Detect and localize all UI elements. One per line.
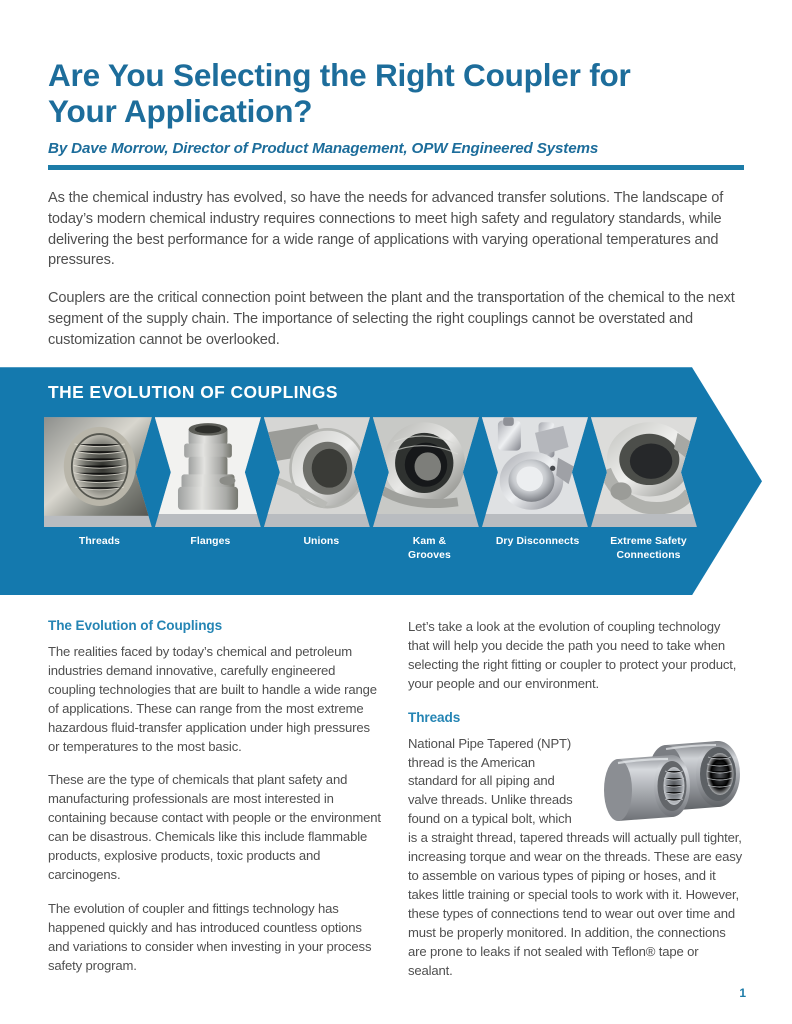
byline: By Dave Morrow, Director of Product Management, OPW Engineered Systems (48, 140, 599, 158)
dry-disconnect-coupler-photo (482, 417, 588, 514)
caption-kam-grooves: Kam & Grooves (408, 536, 451, 561)
caption-extreme-safety-connections: Extreme Safety Connections (610, 536, 687, 561)
intro-paragraph-1: As the chemical industry has evolved, so have the needs for advanced transfer solutions. The landscape of today’s modern chemical industry requires connections to meet high safety and regulatory standards, while delivering the best performance for a wide range of applications with varying operational temperatures and pressures. (48, 190, 724, 269)
evolution-banner (0, 367, 792, 595)
thumbnail-threads (44, 417, 152, 527)
article-header (0, 0, 792, 170)
thumbnail-caption-row (44, 535, 704, 562)
left-column (48, 618, 384, 995)
coupling-thumbnail-strip (44, 417, 700, 527)
left-paragraph-3: The evolution of coupler and fittings technology has happened quickly and has introduced countless options and variations to consider when investing in your process safety program. (48, 900, 372, 973)
page-title: Are You Selecting the Right Coupler for Your Application? (48, 57, 631, 129)
caption-unions: Unions (303, 536, 340, 548)
threaded-pipe-coupling-photo (44, 417, 152, 516)
caption-dry-disconnects: Dry Disconnects (495, 536, 580, 548)
thumbnail-flanges (155, 417, 261, 527)
article-body (0, 618, 792, 995)
camlock-adapter-photo (155, 417, 261, 514)
thumbnail-dry-disconnects (482, 417, 588, 527)
thumbnail-extreme-safety-connections (591, 417, 697, 527)
right-column (408, 618, 744, 995)
intro-paragraph-2: Couplers are the critical connection point between the plant and the transportation of the chemical to the next segment of the supply chain. The importance of selecting the right couplings cannot be overstated and customization cannot be overlooked. (48, 290, 735, 348)
left-column-subhead: The Evolution of Couplings (48, 618, 223, 633)
header-divider (48, 165, 744, 170)
left-paragraph-1: The realities faced by today’s chemical and petroleum industries demand innovative, carefully engineered coupling technologies that are built to handle a wide range of applications. These can range from the most extreme hazardous fluid-transfer application under high pressures or temperatures to the most basic. (48, 644, 377, 754)
npt-threaded-couplings-photo (592, 737, 744, 825)
left-paragraph-2: These are the type of chemicals that plant safety and manufacturing professionals are most interested in containing because contact with people or the environment can be disastrous. Chemicals like this include flammable products, explosive products, toxic products and carcinogens. (48, 772, 381, 882)
right-column-subhead: Threads (408, 709, 461, 725)
banner-heading: THE EVOLUTION OF COUPLINGS (48, 382, 338, 403)
intro-section (0, 188, 792, 350)
caption-flanges: Flanges (190, 536, 231, 548)
thumbnail-kam-grooves (373, 417, 479, 527)
pipe-union-photo (264, 417, 370, 514)
threaded-coupling-pair-illustration (592, 737, 744, 825)
page-number: 1 (739, 986, 746, 1000)
thumbnail-unions (264, 417, 370, 527)
extreme-safety-connection-photo (591, 417, 697, 514)
kamlok-groove-coupling-photo (373, 417, 479, 514)
right-paragraph-1: Let’s take a look at the evolution of coupling technology that will help you decide the path you need to take when selecting the right fitting or coupler to protect your product, your people and our environment. (408, 619, 737, 691)
right-paragraph-2: National Pipe Tapered (NPT) thread is the American standard for all piping and valve threads. Unlike threads found on a typical bolt, which is a straight thread, tapered threads will actually pull tighter, increasing torque and wear on the threads. These are easy to assemble on various types of piping or hoses, and it takes little training or special tools to work with it. However, these types of connections tend to wear out over time and must be properly monitored. In addition, the connections are prone to leaks if not sealed with Teflon® tape or sealant. (408, 735, 743, 978)
caption-threads: Threads (78, 536, 121, 548)
